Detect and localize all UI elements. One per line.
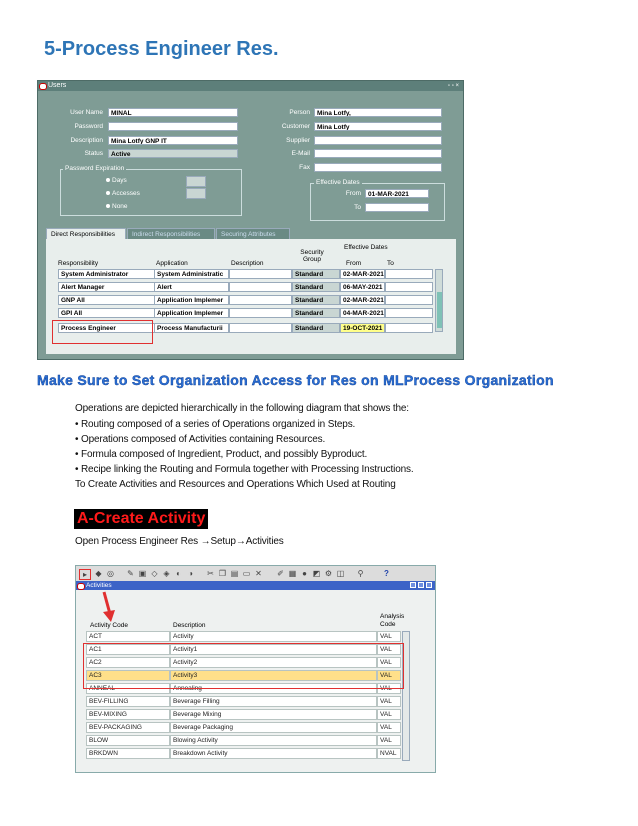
effective-dates-label: Effective Dates bbox=[316, 179, 360, 186]
email-field[interactable] bbox=[314, 149, 442, 158]
status-label: Status bbox=[84, 150, 103, 157]
effective-to-field[interactable] bbox=[365, 203, 429, 212]
radio-icon bbox=[106, 178, 110, 182]
users-window-title: Users bbox=[48, 82, 67, 89]
activity-cell-analysis[interactable]: VAL bbox=[377, 722, 401, 733]
delete-icon[interactable]: ✕ bbox=[255, 569, 262, 578]
bullet-line: • Formula composed of Ingredient, Product, and possibly Byproduct. bbox=[75, 449, 368, 460]
activity-cell-analysis[interactable]: VAL bbox=[377, 657, 401, 668]
col-from: From bbox=[346, 260, 362, 267]
scrollbar-thumb[interactable] bbox=[437, 292, 442, 328]
col-responsibility: Responsibility bbox=[58, 260, 99, 267]
translate-icon[interactable]: ◐ bbox=[176, 569, 181, 578]
activity-cell-analysis[interactable]: VAL bbox=[377, 683, 401, 694]
resp-cell-security-group[interactable]: Standard bbox=[292, 308, 340, 318]
users-window-titlebar[interactable] bbox=[38, 81, 463, 91]
document-title: 5-Process Engineer Res. bbox=[44, 38, 279, 60]
toolbar bbox=[76, 566, 435, 582]
activity-cell-code[interactable]: BEV-MIXING bbox=[86, 709, 170, 720]
activity-cell-description[interactable]: Activity3 bbox=[170, 670, 377, 681]
activity-cell-code[interactable]: ACT bbox=[86, 631, 170, 642]
tab-indirect-responsibilities[interactable]: Indirect Responsibilities bbox=[127, 228, 215, 239]
resp-cell-application[interactable]: Application Implemer bbox=[154, 295, 229, 305]
description-field[interactable]: Mina Lotfy GNP IT bbox=[108, 136, 238, 145]
paste-icon[interactable]: ▤ bbox=[230, 569, 239, 578]
fax-label: Fax bbox=[299, 164, 310, 171]
paragraph-line: To Create Activities and Resources and Operations Which Used at Routing bbox=[75, 479, 396, 490]
customer-label: Customer bbox=[281, 123, 310, 130]
zoom-icon[interactable]: ◈ bbox=[163, 569, 170, 578]
supplier-field[interactable] bbox=[314, 136, 442, 145]
user-name-field[interactable]: MINAL bbox=[108, 108, 238, 117]
activity-cell-analysis[interactable]: NVAL bbox=[377, 748, 401, 759]
customer-field[interactable]: Mina Lotfy bbox=[314, 122, 442, 131]
from-label: From bbox=[345, 190, 361, 197]
minimize-icon[interactable] bbox=[410, 582, 416, 588]
col-application: Application bbox=[156, 260, 188, 267]
resp-cell-application[interactable]: Alert bbox=[154, 282, 229, 292]
effective-from-field[interactable]: 01-MAR-2021 bbox=[365, 189, 429, 198]
col-to: To bbox=[387, 260, 394, 267]
organization-access-heading: Make Sure to Set Organization Access for Res on MLProcess Organization bbox=[37, 372, 554, 388]
activity-cell-analysis[interactable]: VAL bbox=[377, 696, 401, 707]
tools-icon[interactable]: ⚙ bbox=[324, 569, 333, 578]
activity-cell-code[interactable]: AC1 bbox=[86, 644, 170, 655]
activity-cell-code[interactable]: ANNEAL bbox=[86, 683, 170, 694]
activity-cell-analysis[interactable]: VAL bbox=[377, 735, 401, 746]
resp-cell-responsibility[interactable]: GNP All bbox=[58, 295, 155, 305]
person-label: Person bbox=[289, 109, 310, 116]
globe-icon[interactable]: ● bbox=[302, 569, 307, 578]
resp-cell-from[interactable]: 02-MAR-2021 bbox=[340, 295, 385, 305]
activities-window bbox=[75, 565, 436, 773]
activity-cell-description[interactable]: Breakdown Activity bbox=[170, 748, 377, 759]
activities-window-titlebar[interactable] bbox=[76, 581, 435, 590]
folder-icon[interactable]: ◩ bbox=[312, 569, 321, 578]
to-label: To bbox=[354, 204, 361, 211]
accesses-value-field[interactable] bbox=[186, 188, 206, 199]
activity-cell-code[interactable]: BRKDWN bbox=[86, 748, 170, 759]
activity-cell-code[interactable]: BEV-FILLING bbox=[86, 696, 170, 707]
col-effective-dates: Effective Dates bbox=[344, 244, 388, 251]
supplier-label: Supplier bbox=[286, 137, 310, 144]
user-name-label: User Name bbox=[70, 109, 103, 116]
activity-cell-description[interactable]: Activity2 bbox=[170, 657, 377, 668]
resp-cell-responsibility[interactable]: System Administrator bbox=[58, 269, 155, 279]
new-activities-highlight bbox=[83, 643, 404, 689]
resp-cell-application[interactable]: Process Manufacturii bbox=[154, 323, 229, 333]
bullet-line: • Operations composed of Activities containing Resources. bbox=[75, 434, 326, 445]
resp-cell-to[interactable] bbox=[385, 323, 433, 333]
activity-cell-description[interactable]: Activity1 bbox=[170, 644, 377, 655]
resp-cell-responsibility[interactable]: Process Engineer bbox=[58, 323, 155, 333]
fax-field[interactable] bbox=[314, 163, 442, 172]
resp-cell-security-group[interactable]: Standard bbox=[292, 269, 340, 279]
activity-cell-analysis[interactable]: VAL bbox=[377, 644, 401, 655]
save-icon[interactable]: ◎ bbox=[107, 569, 114, 578]
col-activity-code: Activity Code bbox=[90, 622, 128, 629]
resp-cell-description[interactable] bbox=[229, 269, 292, 279]
create-activity-heading: A-Create Activity bbox=[74, 509, 208, 529]
activity-cell-description[interactable]: Annealing bbox=[170, 683, 377, 694]
resp-cell-description[interactable] bbox=[229, 323, 292, 333]
paragraph-line: Operations are depicted hierarchically in the following diagram that shows the: bbox=[75, 403, 409, 414]
resp-cell-security-group[interactable]: Standard bbox=[292, 295, 340, 305]
activity-cell-analysis[interactable]: VAL bbox=[377, 631, 401, 642]
password-field[interactable] bbox=[108, 122, 238, 131]
password-expiration-label: Password Expiration bbox=[65, 165, 125, 172]
none-radio[interactable]: None bbox=[106, 203, 128, 210]
close-icon[interactable] bbox=[426, 582, 432, 588]
navigation-path: Open Process Engineer Res →Setup→Activities bbox=[75, 536, 284, 547]
navigator-icon[interactable]: ✎ bbox=[127, 569, 134, 578]
clear-icon[interactable]: ▭ bbox=[242, 569, 251, 578]
process-engineer-highlight bbox=[52, 320, 153, 344]
activity-cell-description[interactable]: Beverage Mixing bbox=[170, 709, 377, 720]
col-description: Description bbox=[231, 260, 264, 267]
oracle-icon bbox=[39, 83, 47, 90]
activity-cell-code[interactable]: BLOW bbox=[86, 735, 170, 746]
password-expiration-group bbox=[60, 169, 242, 216]
help-icon[interactable]: ? bbox=[384, 569, 389, 578]
resp-cell-from[interactable]: 02-MAR-2021 bbox=[340, 269, 385, 279]
activity-cell-code[interactable]: AC2 bbox=[86, 657, 170, 668]
resp-cell-security-group[interactable]: Standard bbox=[292, 282, 340, 292]
open-icon[interactable]: ◆ bbox=[95, 569, 102, 578]
maximize-icon[interactable] bbox=[418, 582, 424, 588]
activities-window-title: Activities bbox=[86, 582, 112, 589]
email-label: E-Mail bbox=[291, 150, 310, 157]
window-icon[interactable]: ◫ bbox=[336, 569, 345, 578]
days-value-field[interactable] bbox=[186, 176, 206, 187]
description-label: Description bbox=[70, 137, 103, 144]
oracle-icon bbox=[77, 583, 85, 590]
attachment-icon[interactable]: ◑ bbox=[188, 569, 193, 578]
days-radio[interactable]: Days bbox=[106, 177, 127, 184]
resp-cell-description[interactable] bbox=[229, 282, 292, 292]
resp-cell-application[interactable]: System Administratic bbox=[154, 269, 229, 279]
users-window bbox=[37, 80, 464, 360]
accesses-radio[interactable]: Accesses bbox=[106, 190, 140, 197]
cut-icon[interactable]: ✂ bbox=[207, 569, 214, 578]
resp-cell-to[interactable] bbox=[385, 269, 433, 279]
resp-cell-description[interactable] bbox=[229, 308, 292, 318]
responsibilities-scrollbar[interactable] bbox=[435, 269, 443, 332]
form-icon[interactable]: ▦ bbox=[288, 569, 297, 578]
tab-direct-responsibilities[interactable]: Direct Responsibilities bbox=[46, 228, 126, 239]
resp-cell-application[interactable]: Application Implemer bbox=[154, 308, 229, 318]
new-record-icon[interactable]: ▸ bbox=[79, 569, 91, 580]
edit-field-icon[interactable]: ✐ bbox=[277, 569, 284, 578]
activity-cell-code[interactable]: AC3 bbox=[86, 670, 170, 681]
resp-cell-description[interactable] bbox=[229, 295, 292, 305]
resp-cell-security-group[interactable]: Standard bbox=[292, 323, 340, 333]
copy-icon[interactable]: ❐ bbox=[218, 569, 227, 578]
red-arrow-icon bbox=[98, 590, 118, 624]
print-icon[interactable]: ▣ bbox=[138, 569, 147, 578]
resp-cell-to[interactable] bbox=[385, 295, 433, 305]
col-activity-description: Description bbox=[173, 622, 206, 629]
person-field[interactable]: Mina Lotfy, bbox=[314, 108, 442, 117]
bullet-line: • Recipe linking the Routing and Formula together with Processing Instructions. bbox=[75, 464, 414, 475]
resp-cell-from[interactable]: 06-MAY-2021 bbox=[340, 282, 385, 292]
resp-cell-from[interactable]: 19-OCT-2021 bbox=[340, 323, 385, 333]
activity-cell-code[interactable]: BEV-PACKAGING bbox=[86, 722, 170, 733]
status-field: Active bbox=[108, 149, 238, 158]
find-icon[interactable]: ◇ bbox=[151, 569, 158, 578]
activity-cell-description[interactable]: Beverage Filling bbox=[170, 696, 377, 707]
attach-icon[interactable]: ⚲ bbox=[357, 569, 364, 578]
activity-cell-description[interactable]: Activity bbox=[170, 631, 377, 642]
resp-cell-from[interactable]: 04-MAR-2021 bbox=[340, 308, 385, 318]
activity-cell-description[interactable]: Beverage Packaging bbox=[170, 722, 377, 733]
radio-icon bbox=[106, 204, 110, 208]
window-controls-icon[interactable]: ▫ ▫ × bbox=[447, 83, 459, 89]
tab-securing-attributes[interactable]: Securing Attributes bbox=[216, 228, 290, 239]
resp-cell-responsibility[interactable]: Alert Manager bbox=[58, 282, 155, 292]
col-security-group: Security Group bbox=[300, 249, 324, 263]
radio-icon bbox=[106, 191, 110, 195]
activity-cell-description[interactable]: Blowing Activity bbox=[170, 735, 377, 746]
resp-cell-to[interactable] bbox=[385, 308, 433, 318]
password-label: Password bbox=[74, 123, 103, 130]
activity-cell-analysis[interactable]: VAL bbox=[377, 670, 401, 681]
col-analysis-code: Analysis Code bbox=[380, 613, 405, 628]
bullet-line: • Routing composed of a series of Operations organized in Steps. bbox=[75, 419, 356, 430]
activity-cell-analysis[interactable]: VAL bbox=[377, 709, 401, 720]
resp-cell-responsibility[interactable]: GPI All bbox=[58, 308, 155, 318]
resp-cell-to[interactable] bbox=[385, 282, 433, 292]
